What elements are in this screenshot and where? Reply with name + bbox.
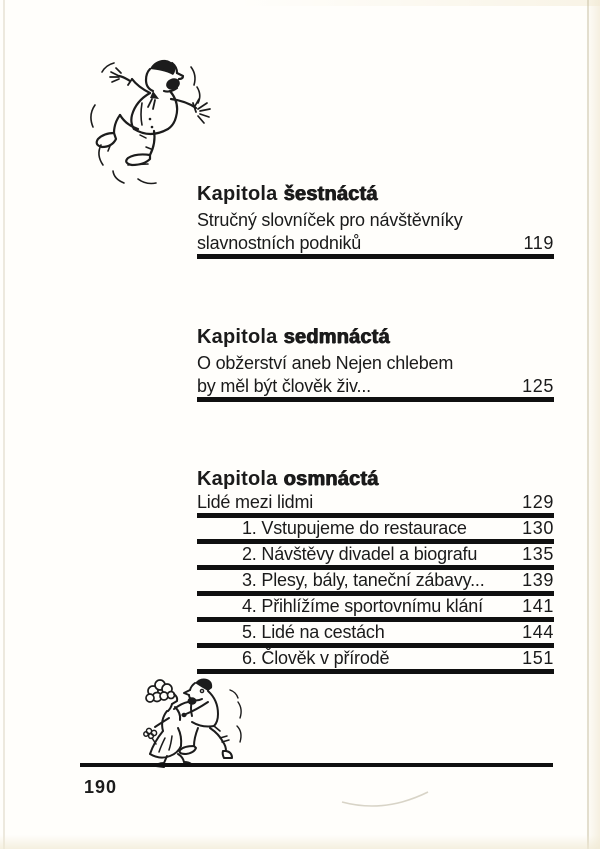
toc-entry-label: 1. Vstupujeme do restaurace (242, 518, 467, 538)
toc-entry (197, 570, 554, 596)
toc-entry-page: 130 (522, 518, 554, 538)
toc-entry (197, 376, 554, 402)
page-edge-right-line (587, 0, 589, 849)
toc-entry (197, 622, 554, 648)
toc-entry-page: 119 (523, 233, 554, 253)
toc-chapter (197, 181, 554, 259)
toc-entry-page: 135 (522, 544, 554, 564)
toc-entry (197, 233, 554, 259)
toc-entry (197, 596, 554, 622)
toc-entry-label: 6. Člověk v přírodě (242, 648, 390, 668)
chapter-title-line: O obžerství aneb Nejen chlebem (197, 353, 454, 373)
chapter-heading-ordinal: osmnáctá (283, 468, 379, 490)
chapter-heading-prefix: Kapitola (197, 468, 278, 490)
toc-entry-page: 139 (522, 570, 554, 590)
dancing-man-illustration (80, 55, 220, 187)
chapter-body (197, 492, 554, 674)
page-edge-top (0, 0, 600, 6)
chapter-body (197, 350, 554, 402)
toc-entry-page: 125 (522, 376, 554, 396)
toc-entry-page: 144 (522, 622, 554, 642)
toc-entry-label: 2. Návštěvy divadel a biografu (242, 544, 478, 564)
page-edge-bottom (0, 835, 600, 849)
scan-artifact-curve (340, 790, 432, 810)
toc-entry (197, 544, 554, 570)
chapter-heading-ordinal: sedmnáctá (283, 326, 390, 348)
toc-chapter (197, 466, 554, 674)
toc-entry-page: 151 (522, 648, 554, 668)
toc-entry-page: 129 (522, 492, 554, 512)
chapter-heading-prefix: Kapitola (197, 326, 278, 348)
chapter-heading (197, 324, 554, 350)
chapter-heading (197, 466, 554, 492)
chapter-heading-prefix: Kapitola (197, 183, 278, 205)
toc-entry (197, 648, 554, 674)
page-number: 190 (84, 777, 118, 797)
motion-lines-icon (230, 690, 241, 742)
dancing-couple-illustration (134, 676, 264, 768)
chapter-title-line: Stručný slovníček pro návštěvníky (197, 210, 463, 230)
toc-entry-label: slavnostních podniků (197, 233, 362, 253)
chapter-body (197, 207, 554, 259)
chapter-heading (197, 181, 554, 207)
chapter-heading-ordinal: šestnáctá (283, 183, 378, 205)
toc-entry-label: 3. Plesy, bály, taneční zábavy... (242, 570, 485, 590)
toc-chapter (197, 324, 554, 402)
toc-entry-label: by měl být člověk živ... (197, 376, 371, 396)
toc-entry-label: 5. Lidé na cestách (242, 622, 385, 642)
toc-entry-label: Lidé mezi lidmi (197, 492, 314, 512)
toc-entry (197, 518, 554, 544)
ground-rule (80, 763, 553, 767)
toc-entry-label: 4. Přihlížíme sportovnímu klání (242, 596, 483, 616)
page-edge-left-line (3, 0, 5, 849)
toc-entry-page: 141 (522, 596, 554, 616)
toc-entry (197, 492, 554, 518)
woman-hair-icon (146, 680, 175, 702)
